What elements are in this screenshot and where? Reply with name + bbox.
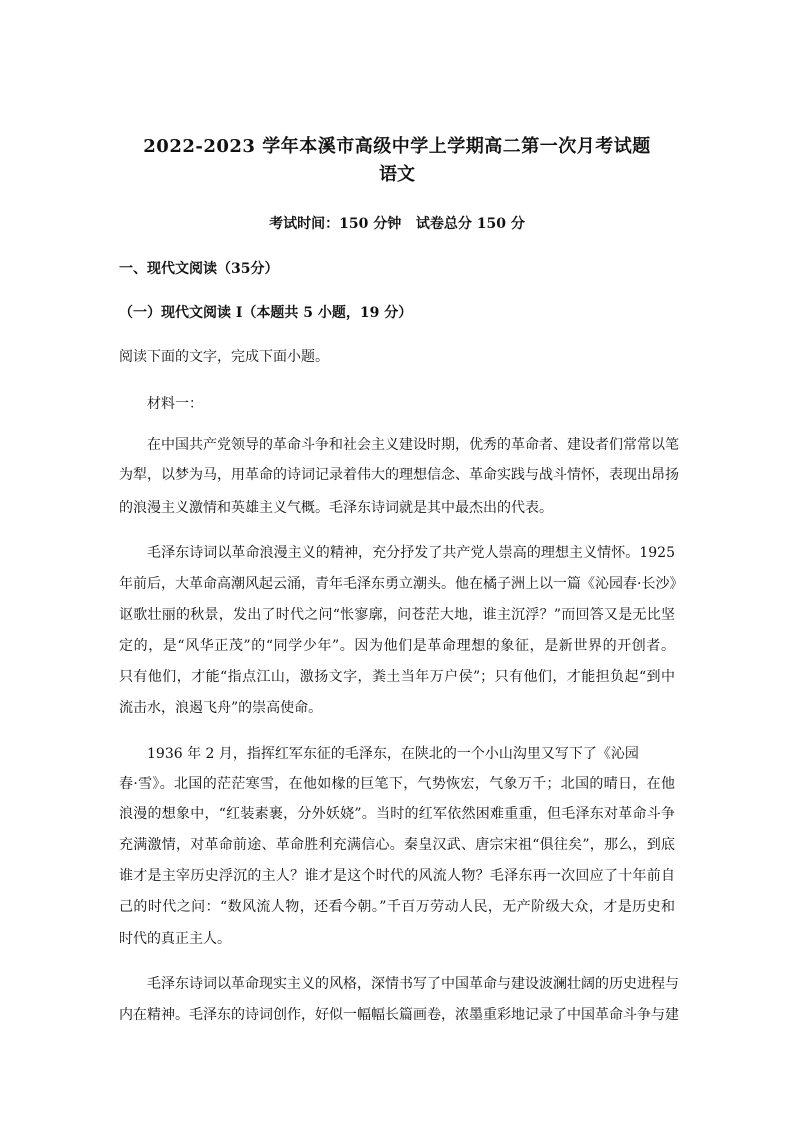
exam-info: 考试时间：150 分钟 试卷总分 150 分: [269, 216, 525, 232]
subject-title: 语文: [379, 164, 415, 185]
paragraph-1-line-3: 的浪漫主义激情和英雄主义气概。毛泽东诗词就是其中最杰出的代表。: [119, 500, 553, 516]
material-label: 材料一：: [147, 396, 203, 412]
paragraph-3-line-7: 时代的真正主人。: [119, 931, 231, 947]
paragraph-2-line-5: 只有他们，才能“指点江山，激扬文字，粪土当年万户侯”；只有他们，才能担负起“到中: [119, 669, 675, 685]
paragraph-4-line-1: 毛泽东诗词以革命现实主义的风格，深情书写了中国革命与建设波澜壮阔的历史进程与: [147, 976, 679, 992]
paragraph-4-line-2: 内在精神。毛泽东的诗词创作，好似一幅幅长篇画卷，浓墨重彩地记录了中国革命斗争与建: [119, 1007, 679, 1023]
paragraph-2-line-4: 定的，是“风华正茂”的“同学少年”。因为他们是革命理想的象征，是新世界的开创者。: [119, 638, 675, 654]
subsection-heading: （一）现代文阅读 I（本题共 5 小题，19 分）: [119, 305, 413, 321]
paragraph-2-line-6: 流击水，浪遏飞舟”的崇高使命。: [119, 700, 323, 716]
paragraph-1-line-1: 在中国共产党领导的革命斗争和社会主义建设时期，优秀的革命者、建设者们常常以笔: [147, 437, 679, 453]
paragraph-2-line-3: 讴歌壮丽的秋景，发出了时代之问“怅寥廓，问苍茫大地，谁主沉浮？”而回答又是无比坚: [119, 607, 675, 623]
section-heading: 一、现代文阅读（35分）: [119, 261, 279, 277]
paragraph-3-line-4: 充满激情，对革命前途、革命胜利充满信心。秦皇汉武、唐宗宋祖“俱往矣”，那么，到底: [119, 837, 675, 853]
paragraph-2-line-2: 年前后，大革命高潮风起云涌，青年毛泽东勇立潮头。他在橘子洲上以一篇《沁园春·长沙》: [119, 576, 684, 592]
exam-title: 2022-2023 学年本溪市高级中学上学期高二第一次月考试题: [143, 136, 651, 157]
paragraph-2-line-1: 毛泽东诗词以革命浪漫主义的精神，充分抒发了共产党人崇高的理想主义情怀。1925: [147, 545, 675, 561]
paragraph-3-line-1: 1936 年 2 月，指挥红军东征的毛泽东，在陕北的一个小山沟里又写下了《沁园: [147, 746, 639, 762]
paragraph-3-line-6: 己的时代之问：“数风流人物，还看今朝。”千百万劳动人民，无产阶级大众，才是历史和: [119, 899, 675, 915]
paragraph-3-line-3: 浪漫的想象中，“红装素裹，分外妖娆”。当时的红军依然困难重重，但毛泽东对革命斗争: [119, 806, 675, 822]
paragraph-3-line-2: 春·雪》。北国的茫茫寒雪，在他如椽的巨笔下，气势恢宏，气象万千；北国的晴日，在他: [119, 776, 675, 792]
instruction-text: 阅读下面的文字，完成下面小题。: [119, 349, 329, 365]
paragraph-3-line-5: 谁才是主宰历史浮沉的主人？谁才是这个时代的风流人物？毛泽东再一次回应了十年前自: [119, 868, 675, 884]
paragraph-1-line-2: 为犁，以梦为马，用革命的诗词记录着伟大的理想信念、革命实践与战斗情怀，表现出昂扬: [119, 467, 679, 483]
